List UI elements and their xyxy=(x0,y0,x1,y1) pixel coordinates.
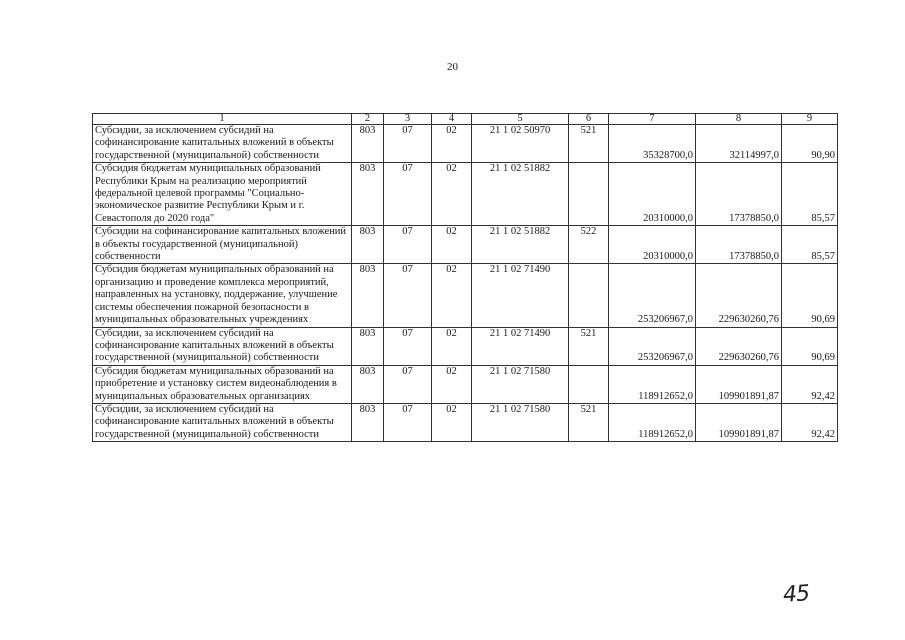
table-row xyxy=(93,403,838,441)
cell-percent: 90,69 xyxy=(782,327,838,365)
header-cell: 2 xyxy=(352,114,384,125)
cell-ministry: 803 xyxy=(352,264,384,327)
table-row xyxy=(93,163,838,226)
cell-expense-type xyxy=(569,365,609,403)
cell-actual: 229630260,76 xyxy=(696,264,782,327)
cell-expense-type: 522 xyxy=(569,226,609,264)
cell-section: 07 xyxy=(384,226,432,264)
cell-target-article: 21 1 02 71580 xyxy=(472,365,569,403)
header-cell: 9 xyxy=(782,114,838,125)
cell-expense-type xyxy=(569,264,609,327)
budget-table xyxy=(92,113,838,442)
table-header-row xyxy=(93,114,838,125)
cell-ministry: 803 xyxy=(352,365,384,403)
cell-section: 07 xyxy=(384,163,432,226)
row-name: Субсидии, за исключением субсидий на софинансирование капитальных вложений в объекты государственной (муниципальной) собственности xyxy=(93,327,352,365)
cell-subsection: 02 xyxy=(432,125,472,163)
cell-subsection: 02 xyxy=(432,403,472,441)
header-cell: 8 xyxy=(696,114,782,125)
cell-subsection: 02 xyxy=(432,327,472,365)
cell-section: 07 xyxy=(384,125,432,163)
row-name: Субсидии на софинансирование капитальных вложений в объекты государственной (муниципальной) собственности xyxy=(93,226,352,264)
cell-plan: 118912652,0 xyxy=(609,403,696,441)
cell-ministry: 803 xyxy=(352,226,384,264)
cell-plan: 35328700,0 xyxy=(609,125,696,163)
cell-subsection: 02 xyxy=(432,226,472,264)
cell-target-article: 21 1 02 50970 xyxy=(472,125,569,163)
row-name: Субсидии, за исключением субсидий на софинансирование капитальных вложений в объекты государственной (муниципальной) собственности xyxy=(93,403,352,441)
header-cell: 7 xyxy=(609,114,696,125)
cell-expense-type: 521 xyxy=(569,125,609,163)
cell-subsection: 02 xyxy=(432,163,472,226)
header-cell: 4 xyxy=(432,114,472,125)
header-cell: 5 xyxy=(472,114,569,125)
cell-percent: 92,42 xyxy=(782,365,838,403)
cell-ministry: 803 xyxy=(352,125,384,163)
table-row xyxy=(93,365,838,403)
cell-percent: 85,57 xyxy=(782,163,838,226)
cell-expense-type xyxy=(569,163,609,226)
row-name: Субсидии, за исключением субсидий на софинансирование капитальных вложений в объекты государственной (муниципальной) собственности xyxy=(93,125,352,163)
cell-actual: 17378850,0 xyxy=(696,163,782,226)
cell-plan: 20310000,0 xyxy=(609,163,696,226)
row-name: Субсидия бюджетам муниципальных образований Республики Крым на реализацию мероприятий федеральной целевой программы "Социально-экономическое развитие Республики Крым и г. Севастополя до 2020 года" xyxy=(93,163,352,226)
cell-ministry: 803 xyxy=(352,403,384,441)
handwritten-page-number: 45 xyxy=(782,581,810,608)
cell-expense-type: 521 xyxy=(569,403,609,441)
cell-actual: 17378850,0 xyxy=(696,226,782,264)
cell-subsection: 02 xyxy=(432,264,472,327)
row-name: Субсидия бюджетам муниципальных образований на организацию и проведение комплекса мероприятий, направленных на установку, поддержание, улучшение системы обеспечения пожарной безопасности в муниципальных образовательных учреждениях xyxy=(93,264,352,327)
cell-target-article: 21 1 02 51882 xyxy=(472,226,569,264)
cell-section: 07 xyxy=(384,365,432,403)
cell-plan: 253206967,0 xyxy=(609,327,696,365)
page-number: 20 xyxy=(447,61,458,73)
table-row xyxy=(93,226,838,264)
cell-percent: 92,42 xyxy=(782,403,838,441)
cell-percent: 85,57 xyxy=(782,226,838,264)
cell-section: 07 xyxy=(384,403,432,441)
cell-expense-type: 521 xyxy=(569,327,609,365)
table-row xyxy=(93,125,838,163)
cell-section: 07 xyxy=(384,264,432,327)
row-name: Субсидия бюджетам муниципальных образований на приобретение и установку систем видеонаблюдения в муниципальных образовательных организациях xyxy=(93,365,352,403)
cell-ministry: 803 xyxy=(352,327,384,365)
header-cell: 1 xyxy=(93,114,352,125)
cell-plan: 118912652,0 xyxy=(609,365,696,403)
cell-ministry: 803 xyxy=(352,163,384,226)
cell-actual: 229630260,76 xyxy=(696,327,782,365)
cell-percent: 90,69 xyxy=(782,264,838,327)
cell-actual: 109901891,87 xyxy=(696,403,782,441)
cell-actual: 32114997,0 xyxy=(696,125,782,163)
cell-target-article: 21 1 02 71490 xyxy=(472,327,569,365)
table-row xyxy=(93,264,838,327)
cell-subsection: 02 xyxy=(432,365,472,403)
cell-actual: 109901891,87 xyxy=(696,365,782,403)
header-cell: 6 xyxy=(569,114,609,125)
cell-section: 07 xyxy=(384,327,432,365)
cell-plan: 253206967,0 xyxy=(609,264,696,327)
cell-target-article: 21 1 02 71490 xyxy=(472,264,569,327)
table-row xyxy=(93,327,838,365)
cell-target-article: 21 1 02 51882 xyxy=(472,163,569,226)
header-cell: 3 xyxy=(384,114,432,125)
cell-target-article: 21 1 02 71580 xyxy=(472,403,569,441)
cell-plan: 20310000,0 xyxy=(609,226,696,264)
cell-percent: 90,90 xyxy=(782,125,838,163)
